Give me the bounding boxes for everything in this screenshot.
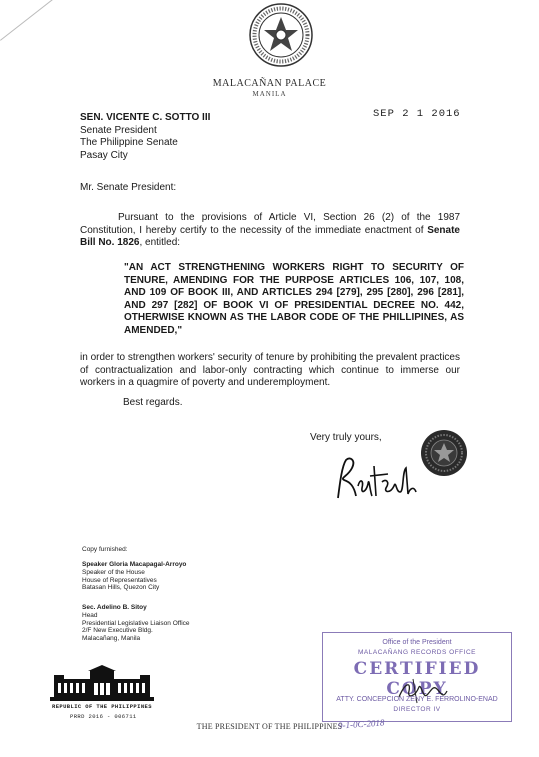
palace-city: MANILA (252, 90, 287, 98)
scan-edge-line (0, 0, 60, 41)
stamp-director: DIRECTOR IV (393, 706, 441, 713)
addressee-line: Senate President (80, 124, 157, 136)
para1-end: , entitled: (139, 237, 181, 248)
stamp-attorney: ATTY. CONCEPCION ZENY E. FERROLINO-ENAD (336, 696, 498, 703)
paragraph-purpose: in order to strengthen workers' security of tenure by prohibiting the prevalent practices of contractualization and labor-only contracting which continue to immerse our workers in a quagmire of poverty and underemployment. (80, 352, 460, 388)
cc-line: Head (82, 611, 98, 619)
addressee-line: Pasay City (80, 149, 128, 161)
cc-name: Sec. Adelino B. Sitoy (82, 604, 147, 611)
stamp-records: MALACAÑANG RECORDS OFFICE (358, 649, 476, 656)
addressee-line: The Philippine Senate (80, 137, 178, 148)
malacanang-building-icon (50, 665, 154, 701)
control-number: PRRD 2016 - 006711 (70, 713, 137, 720)
footer-title: THE PRESIDENT OF THE PHILIPPINES (196, 722, 343, 731)
stamp-certified: CERTIFIED COPY (353, 659, 481, 699)
para1-text: Pursuant to the provisions of Article VI, Section 26 (2) of the 1987 Constitution, I hereby certify to the necessity of the immediate enactment of (80, 212, 460, 236)
cc-recipient-speaker (82, 561, 186, 592)
embossed-seal-icon (420, 429, 468, 477)
certified-copy-stamp (322, 632, 512, 722)
addressee-name: SEN. VICENTE C. SOTTO III (80, 112, 211, 123)
date-stamp: SEP 2 1 2016 (373, 108, 461, 120)
cc-line: House of Representatives (82, 576, 157, 584)
handwritten-date: 9-1-0C-2018 (337, 717, 385, 731)
stamp-office: Office of the President (382, 639, 452, 646)
palace-name: MALACAÑAN PALACE (212, 78, 327, 89)
cc-line: Batasan Hills, Quezon City (82, 584, 160, 592)
cc-line: Presidential Legislative Liaison Office (82, 619, 190, 627)
paragraph-certification (80, 212, 460, 250)
cc-line: 2/F New Executive Bldg. (82, 627, 153, 635)
cc-line: Speaker of the House (82, 568, 145, 576)
republic-label: REPUBLIC OF THE PHILIPPINES (52, 703, 152, 710)
president-signature-icon (330, 452, 422, 504)
closing-line: Very truly yours, (310, 432, 382, 443)
cc-line: Malacañang, Manila (82, 635, 141, 643)
best-regards: Best regards. (123, 397, 183, 408)
bill-title: "AN ACT STRENGTHENING WORKERS RIGHT TO SECURITY OF TENURE, AMENDING FOR THE PURPOSE ARTICLES 106, 107, 108, AND 109 OF BOOK III, AND ARTICLES 294 [279], 295 [280], 296 [281], AND 297 [282] OF BOOK VI OF PRESIDENTIAL DECREE NO. 442, OTHERWISE KNOWN AS THE LABOR CODE OF THE PHILLIPINES, AS AMENDED," (124, 262, 464, 336)
bill-number: Senate Bill No. 1826 (80, 224, 460, 248)
presidential-seal-icon (248, 2, 314, 68)
cc-recipient-liaison (82, 604, 190, 643)
cc-name: Speaker Gloria Macapagal-Arroyo (82, 561, 187, 568)
salutation: Mr. Senate President: (80, 182, 177, 193)
addressee-block (80, 112, 210, 162)
copy-furnished-heading: Copy furnished: (82, 546, 128, 553)
